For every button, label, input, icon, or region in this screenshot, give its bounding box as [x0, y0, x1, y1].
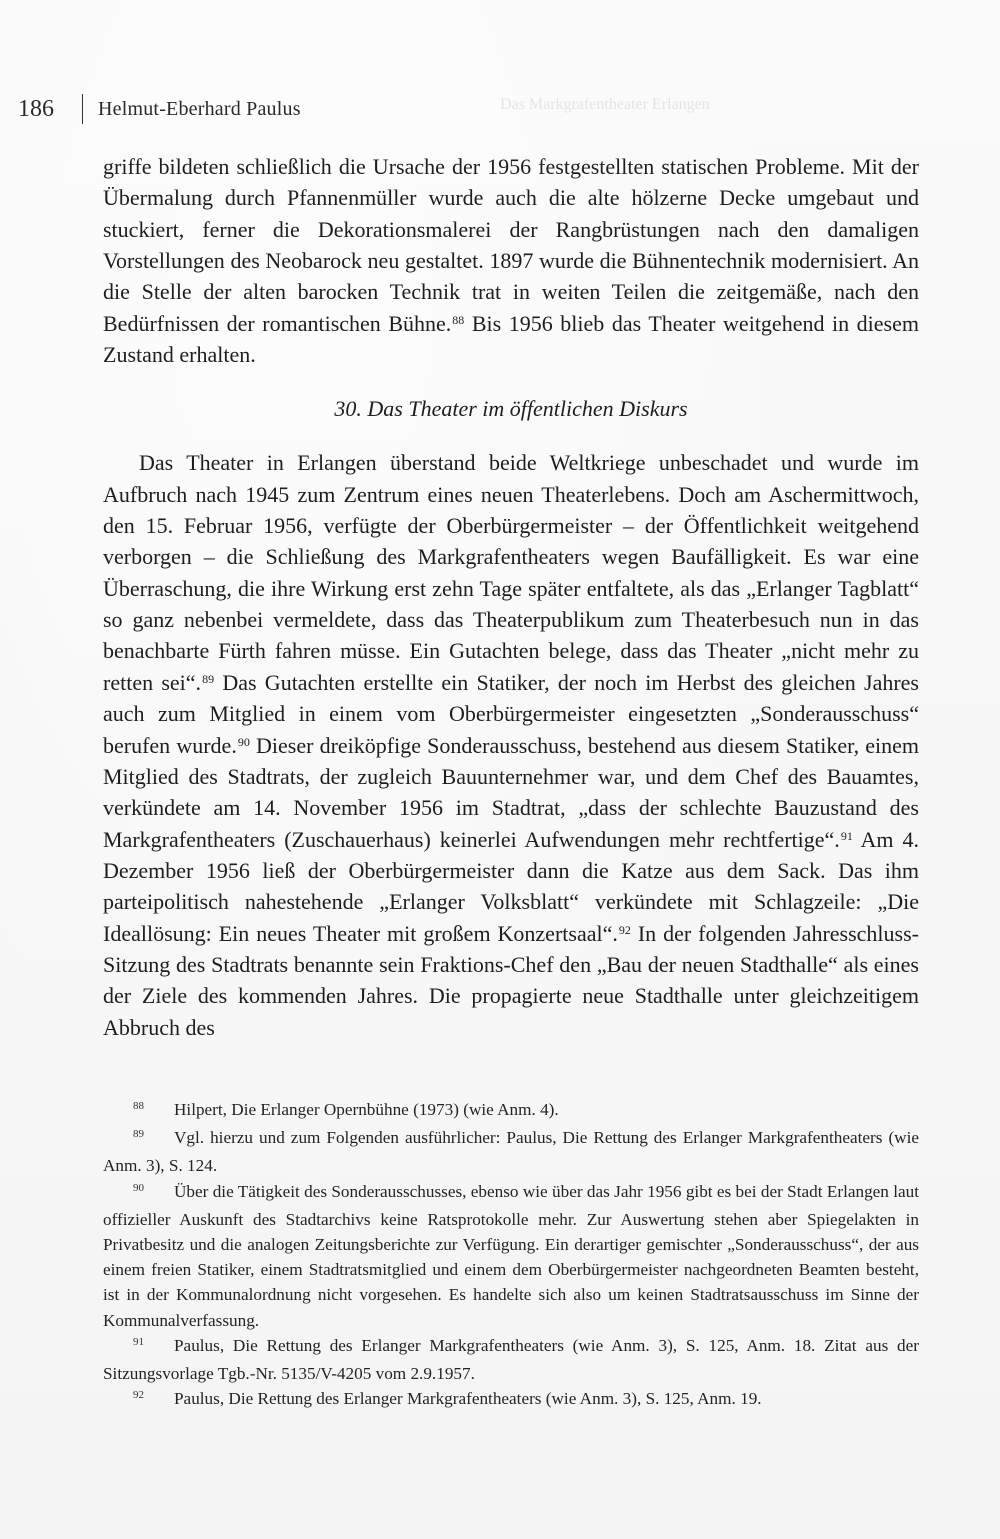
section-heading: 30. Das Theater im öffentlichen Diskurs: [334, 396, 688, 422]
footnote: [103, 1333, 919, 1386]
footnote-ref-90[interactable]: 90: [237, 734, 250, 749]
footnote-text: Hilpert, Die Erlanger Opernbühne (1973) (wie Anm. 4).: [174, 1100, 559, 1119]
paragraph-continuation: [103, 151, 919, 370]
page-number: 186: [18, 96, 54, 122]
footnote: [103, 1386, 919, 1414]
footnote-number: 89: [133, 1128, 144, 1141]
footnote-number: 91: [133, 1335, 144, 1348]
paragraph-text: Am 4. Dezember 1956 ließ der Oberbürgermeister dann die Katze aus dem Sack. Das ihm parteipolitisch nahestehende „Erlanger Volksblatt“ verkündete mit Schlagzeile: „Die Ideallösung: Ein neues Theater mit großem Konzertsaal“.: [103, 826, 919, 946]
footnote-text: Paulus, Die Rettung des Erlanger Markgrafentheaters (wie Anm. 3), S. 125, Anm. 19.: [174, 1389, 762, 1409]
header-divider: [82, 94, 83, 124]
footnote-number: 92: [133, 1389, 144, 1402]
main-text: [103, 151, 919, 1043]
footnote-ref-92[interactable]: 92: [618, 922, 631, 937]
paragraph-text: griffe bildeten schließlich die Ursache der 1956 festgestellten statischen Probleme. Mit der Übermalung durch Pfannenmüller wurde auch die alte hölzerne Decke umgebaut und stuckiert, ferner die Dekorationsmalerei der Rangbrüstungen nach den damaligen Vorstellungen des Neobarock neu gestaltet. 1897 wurde die Bühnentechnik modernisiert. An die Stelle der alten barocken Technik trat in weiten Teilen die zeitgemäße, nach den Bedürfnissen der romantischen Bühne.: [103, 154, 919, 336]
footnote-ref-88[interactable]: 88: [452, 312, 465, 327]
paragraph-text: In der folgenden Jahresschluss-Sitzung des Stadtrats benannte sein Fraktions-Chef den „Bau der neuen Stadthalle“ als eines der Ziele des kommenden Jahres. Die propagierte neue Stadthalle unter gleichzeitigem Abbruch des: [103, 920, 919, 1040]
footnote-number: 88: [133, 1100, 144, 1112]
footnote-number: 90: [133, 1181, 144, 1194]
footnotes: [103, 1097, 919, 1414]
footnote-text: Über die Tätigkeit des Sonderausschusses, ebenso wie über das Jahr 1956 gibt es bei der Stadt Erlangen laut offizieller Auskunft des Stadtarchivs keine Ratsprotokolle mehr. Zur Auswertung stehen aber Spiegelakten in Privatbesitz und die analogen Zeitungsberichte zur Verfügung. Ein derartiger gemischter „Sonderausschuss“, der aus einem freien Statiker, einem Stadtratsmitglied und einem dem Oberbürgermeister nachgeordneten Beamten besteht, ist in der Kommunalordnung nicht vorgesehen. Es handelte sich also um keinen Stadtratsausschuss im Sinne der Kommunalverfassung.: [103, 1181, 919, 1330]
paragraph-text: Bis 1956 blieb das Theater weitgehend in diesem Zustand erhalten.: [103, 310, 919, 368]
paragraph-text: Das Gutachten erstellte ein Statiker, der noch im Herbst des gleichen Jahres auch zum Mitglied in einem vom Oberbürgermeister eingesetzten „Sonderausschuss“ berufen wurde.: [103, 669, 919, 758]
footnote-ref-89[interactable]: 89: [202, 671, 215, 686]
footnote-text: Paulus, Die Rettung des Erlanger Markgrafentheaters (wie Anm. 3), S. 125, Anm. 18. Zitat aus der Sitzungsvorlage Tgb.-Nr. 5135/V-4205 vom 2.9.1957.: [103, 1335, 919, 1384]
footnote: [103, 1179, 919, 1333]
paragraph: [103, 447, 919, 1043]
running-head-author: Helmut-Eberhard Paulus: [98, 98, 301, 120]
footnote: [103, 1097, 919, 1125]
paragraph-text: Das Theater in Erlangen überstand beide Weltkriege unbeschadet und wurde im Aufbruch nach 1945 zum Zentrum eines neuen Theaterlebens. Doch am Aschermittwoch, den 15. Februar 1956, verfügte der Oberbürgermeister – der Öffentlichkeit weitgehend verborgen – die Schließung des Markgrafentheaters wegen Baufälligkeit. Es war eine Überraschung, die ihre Wirkung erst zehn Tage später entfaltete, als das „Erlanger Tagblatt“ so ganz nebenbei vermeldete, dass das Theaterpublikum zum Theaterbesuch nun in das benachbarte Fürth fahren müsse. Ein Gutachten belege, dass das Theater „nicht mehr zu retten sei“.: [103, 450, 919, 695]
footnote-text: Vgl. hierzu und zum Folgenden ausführlicher: Paulus, Die Rettung des Erlanger Markgrafentheaters (wie Anm. 3), S. 124.: [103, 1128, 919, 1176]
footnote: [103, 1125, 919, 1178]
paragraph-text: Dieser dreiköpfige Sonderausschuss, bestehend aus diesem Statiker, einem Mitglied des Stadtrats, der zugleich Bauunternehmer war, und dem Chef des Bauamtes, verkündete am 14. November 1956 im Stadtrat, „dass der schlechte Bauzustand des Markgrafentheaters (Zuschauerhaus) keinerlei Aufwendungen mehr rechtfertige“.: [103, 732, 919, 852]
running-header: [18, 92, 301, 126]
footnote-ref-91[interactable]: 91: [840, 828, 853, 843]
bleed-through-text: Das Markgrafentheater Erlangen: [500, 96, 710, 113]
